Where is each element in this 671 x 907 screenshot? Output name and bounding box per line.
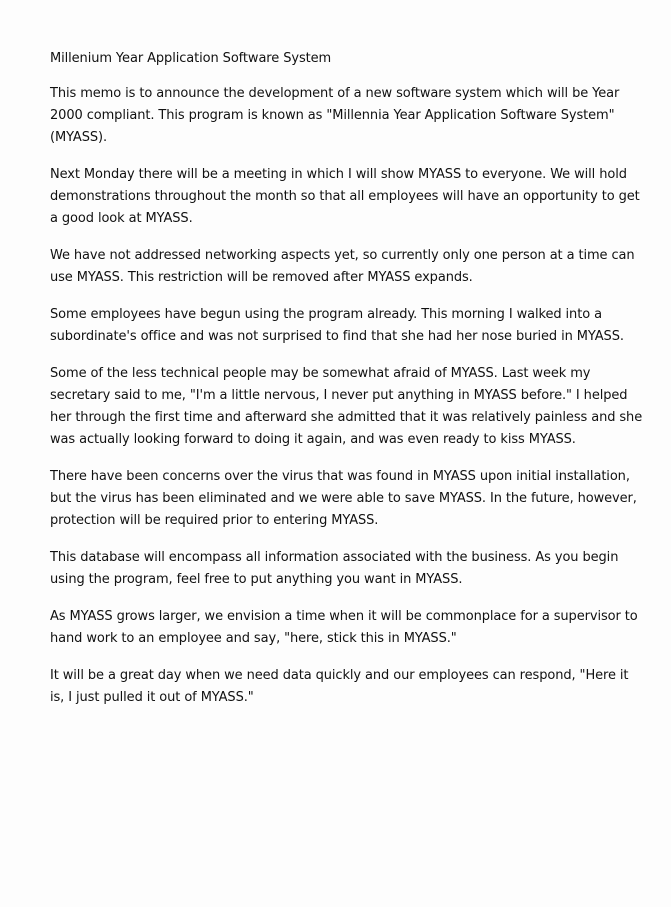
memo-paragraph-announcement: This memo is to announce the development of a new software system which will be Year 2000 compliant. This program is known as "Millennia Year Application Software System" (MYASS). [50, 86, 620, 145]
memo-paragraph-growth: As MYASS grows larger, we envision a time when it will be commonplace for a supervisor to hand work to an employee and say, "here, stick this in MYASS." [50, 609, 638, 646]
memo-paragraph-closing: It will be a great day when we need data quickly and our employees can respond, "Here it is, I just pulled it out of MYASS." [50, 668, 629, 705]
memo-title: Millenium Year Application Software System [50, 51, 332, 66]
memo-body [50, 48, 645, 724]
memo-paragraph-technical-concerns: Some of the less technical people may be somewhat afraid of MYASS. Last week my secretary said to me, "I'm a little nervous, I never put anything in MYASS before." I helped her through the first time and afterward she admitted that it was relatively painless and she was actually looking forward to doing it again, and was even ready to kiss MYASS. [50, 366, 643, 447]
memo-paragraph-virus: There have been concerns over the virus that was found in MYASS upon initial installation, but the virus has been eliminated and we were able to save MYASS. In the future, however, protection will be required prior to entering MYASS. [50, 469, 637, 528]
memo-paragraph-networking: We have not addressed networking aspects yet, so currently only one person at a time can use MYASS. This restriction will be removed after MYASS expands. [50, 248, 635, 285]
memo-paragraph-meeting: Next Monday there will be a meeting in which I will show MYASS to everyone. We will hold demonstrations throughout the month so that all employees will have an opportunity to get a good look at MYASS. [50, 167, 640, 226]
memo-paragraph-early-users: Some employees have begun using the program already. This morning I walked into a subordinate's office and was not surprised to find that she had her nose buried in MYASS. [50, 307, 624, 344]
memo-paragraph-database: This database will encompass all information associated with the business. As you begin using the program, feel free to put anything you want in MYASS. [50, 550, 619, 587]
